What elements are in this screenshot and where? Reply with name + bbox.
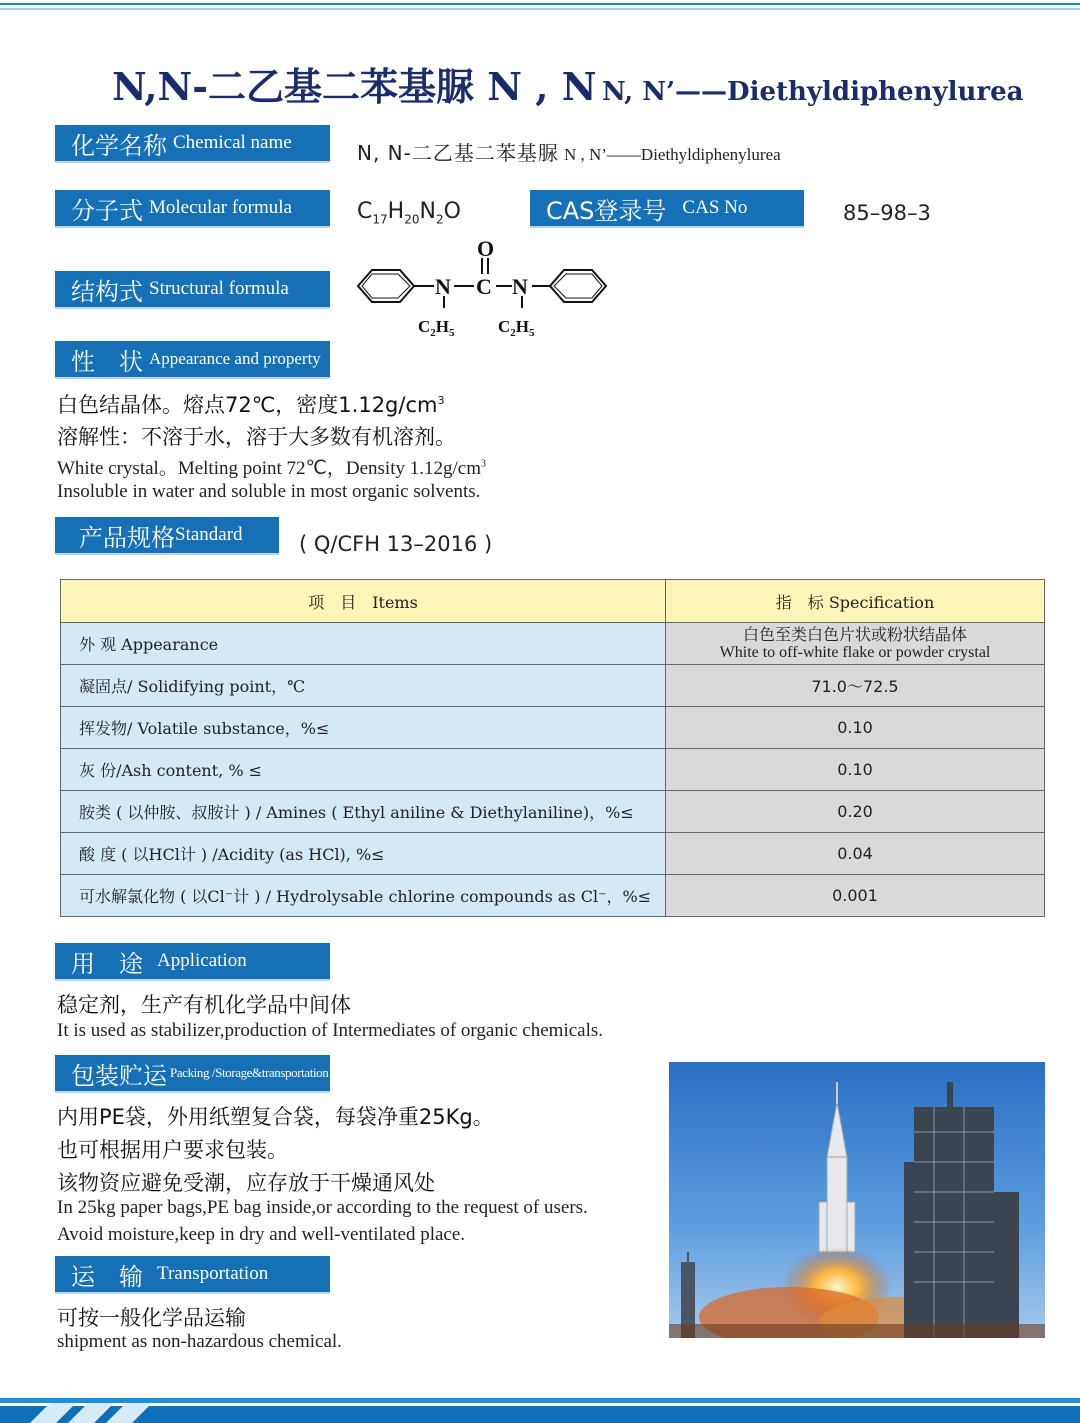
structural-formula-label-en: Structural formula bbox=[149, 278, 289, 299]
row-item: 挥发物/ Volatile substance，%≤ bbox=[61, 707, 666, 749]
top-decor-bar bbox=[0, 0, 1080, 14]
row-spec: 0.001 bbox=[666, 875, 1045, 917]
molecular-formula-label-cn: 分子式 bbox=[71, 196, 143, 225]
chemical-name-value-cn: N, N-二乙基二苯基脲 bbox=[357, 141, 559, 165]
title-en: N, N’——Diethyldiphenylurea bbox=[602, 77, 1024, 107]
packing-en-line1: In 25kg paper bags,PE bag inside,or according to the request of users. bbox=[57, 1197, 588, 1218]
table-row bbox=[61, 791, 1045, 833]
packing-label-cn: 包装贮运 bbox=[71, 1061, 167, 1090]
row-item: 酸 度 ( 以HCl计 ) /Acidity (as HCl), %≤ bbox=[61, 833, 666, 875]
ethyl-right: $C_2H_5$ bbox=[498, 317, 535, 339]
packing-cn-line3: 该物资应避免受潮，应存放于干燥通风处 bbox=[57, 1171, 435, 1195]
row-spec-cn: 白色至类白色片状或粉状结晶体 bbox=[742, 624, 967, 644]
header-items: 项 目 Items bbox=[61, 580, 666, 623]
packing-label-en: Packing /Storage&transportation bbox=[170, 1065, 329, 1080]
row-spec: 0.20 bbox=[666, 791, 1045, 833]
table-row bbox=[61, 749, 1045, 791]
atom-n-right: N bbox=[512, 274, 528, 299]
rocket-launch-image bbox=[669, 1062, 1045, 1338]
packing-cn-line1: 内用PE袋，外用纸塑复合袋，每袋净重25Kg。 bbox=[57, 1105, 494, 1129]
chemical-name-value bbox=[357, 137, 781, 166]
row-item: 胺类 ( 以仲胺、叔胺计 ) / Amines ( Ethyl aniline & Diethylaniline)，%≤ bbox=[61, 791, 666, 833]
standard-label-en: Standard bbox=[175, 524, 243, 545]
table-row bbox=[61, 833, 1045, 875]
transportation-label-en: Transportation bbox=[157, 1263, 269, 1284]
row-spec: 0.10 bbox=[666, 749, 1045, 791]
benzene-ring-left bbox=[358, 270, 414, 302]
row-spec: 0.04 bbox=[666, 833, 1045, 875]
benzene-inner-left bbox=[362, 274, 410, 298]
table-row bbox=[61, 707, 1045, 749]
structural-formula-label-cn: 结构式 bbox=[71, 277, 143, 306]
header-specification: 指 标 Specification bbox=[666, 580, 1045, 623]
packing-header bbox=[55, 1055, 330, 1093]
atom-o: O bbox=[477, 236, 495, 261]
table-row bbox=[61, 665, 1045, 707]
appearance-cn-line1: 白色结晶体。熔点72℃，密度$1.12g/cm^3$ bbox=[57, 393, 445, 417]
standard-label-cn: 产品规格 bbox=[79, 523, 175, 552]
structural-formula-diagram bbox=[350, 236, 615, 344]
row-spec-en: White to off-white flake or powder crystal bbox=[719, 643, 991, 661]
structural-formula-header bbox=[55, 271, 330, 309]
packing-cn-line2: 也可根据用户要求包装。 bbox=[57, 1138, 288, 1162]
table-row bbox=[61, 623, 1045, 665]
transportation-label-cn: 运 输 bbox=[71, 1262, 143, 1291]
application-label-cn: 用 途 bbox=[71, 949, 143, 978]
molecular-formula-header bbox=[55, 190, 330, 228]
cas-label-en: CAS No bbox=[682, 197, 748, 218]
atom-c: C bbox=[476, 274, 492, 299]
appearance-cn-line1-text: 白色结晶体。熔点72℃，密度1.12g/cm bbox=[57, 393, 438, 417]
transportation-cn: 可按一般化学品运输 bbox=[57, 1306, 246, 1330]
appearance-label-cn: 性 状 bbox=[71, 347, 143, 376]
benzene-ring-right bbox=[550, 270, 606, 302]
table-row bbox=[61, 875, 1045, 917]
appearance-label-en: Appearance and property bbox=[149, 349, 321, 368]
appearance-header bbox=[55, 341, 330, 379]
appearance-en-line2: Insoluble in water and soluble in most organic solvents. bbox=[57, 481, 481, 502]
appearance-en-line1: White crystal。Melting point 72℃，Density $1.12g/cm^3$ bbox=[57, 458, 486, 479]
row-spec: 0.10 bbox=[666, 707, 1045, 749]
transportation-en: shipment as non-hazardous chemical. bbox=[57, 1331, 342, 1352]
transportation-header bbox=[55, 1256, 330, 1294]
spec-table bbox=[60, 579, 1045, 917]
molecular-formula-value: $C_{17}H_{20}N_2O$ bbox=[357, 199, 461, 227]
page-title bbox=[112, 56, 1023, 111]
chemical-name-label-cn: 化学名称 bbox=[71, 131, 167, 160]
row-item: 外 观 Appearance bbox=[61, 623, 666, 665]
standard-value: ( Q/CFH 13–2016 ) bbox=[299, 532, 493, 556]
application-en: It is used as stabilizer,production of Intermediates of organic chemicals. bbox=[57, 1020, 604, 1041]
row-spec: 71.0～72.5 bbox=[666, 665, 1045, 707]
appearance-en-line1-text: White crystal。Melting point 72℃，Density 1.12g/cm bbox=[57, 458, 481, 479]
chemical-name-value-en: N , N’——Diethyldiphenylurea bbox=[563, 145, 781, 164]
application-cn: 稳定剂，生产有机化学品中间体 bbox=[57, 993, 351, 1017]
application-header bbox=[55, 943, 330, 981]
cas-value: 85–98–3 bbox=[843, 201, 931, 225]
standard-header bbox=[55, 517, 279, 555]
benzene-inner-right bbox=[554, 274, 602, 298]
row-item: 凝固点/ Solidifying point，℃ bbox=[61, 665, 666, 707]
row-item: 可水解氯化物 ( 以Cl⁻计 ) / Hydrolysable chlorine compounds as Cl⁻，%≤ bbox=[61, 875, 666, 917]
cas-label-cn: CAS登录号 bbox=[546, 196, 667, 225]
application-label-en: Application bbox=[157, 950, 247, 971]
atom-n-left: N bbox=[435, 274, 451, 299]
chemical-name-label-en: Chemical name bbox=[173, 132, 292, 153]
cas-header bbox=[530, 190, 804, 228]
ethyl-left: $C_2H_5$ bbox=[418, 317, 455, 339]
spec-table-header-row bbox=[61, 580, 1045, 623]
title-cn: N,N-二乙基二苯基脲 N , N bbox=[112, 64, 597, 109]
appearance-cn-line2: 溶解性：不溶于水，溶于大多数有机溶剂。 bbox=[57, 425, 456, 449]
packing-en-line2: Avoid moisture,keep in dry and well-ventilated place. bbox=[57, 1224, 466, 1245]
row-spec bbox=[666, 623, 1045, 665]
row-item: 灰 份/Ash content, % ≤ bbox=[61, 749, 666, 791]
chemical-name-header bbox=[55, 125, 330, 163]
molecular-formula-label-en: Molecular formula bbox=[149, 197, 292, 218]
bottom-decor-bar bbox=[0, 1392, 1080, 1423]
